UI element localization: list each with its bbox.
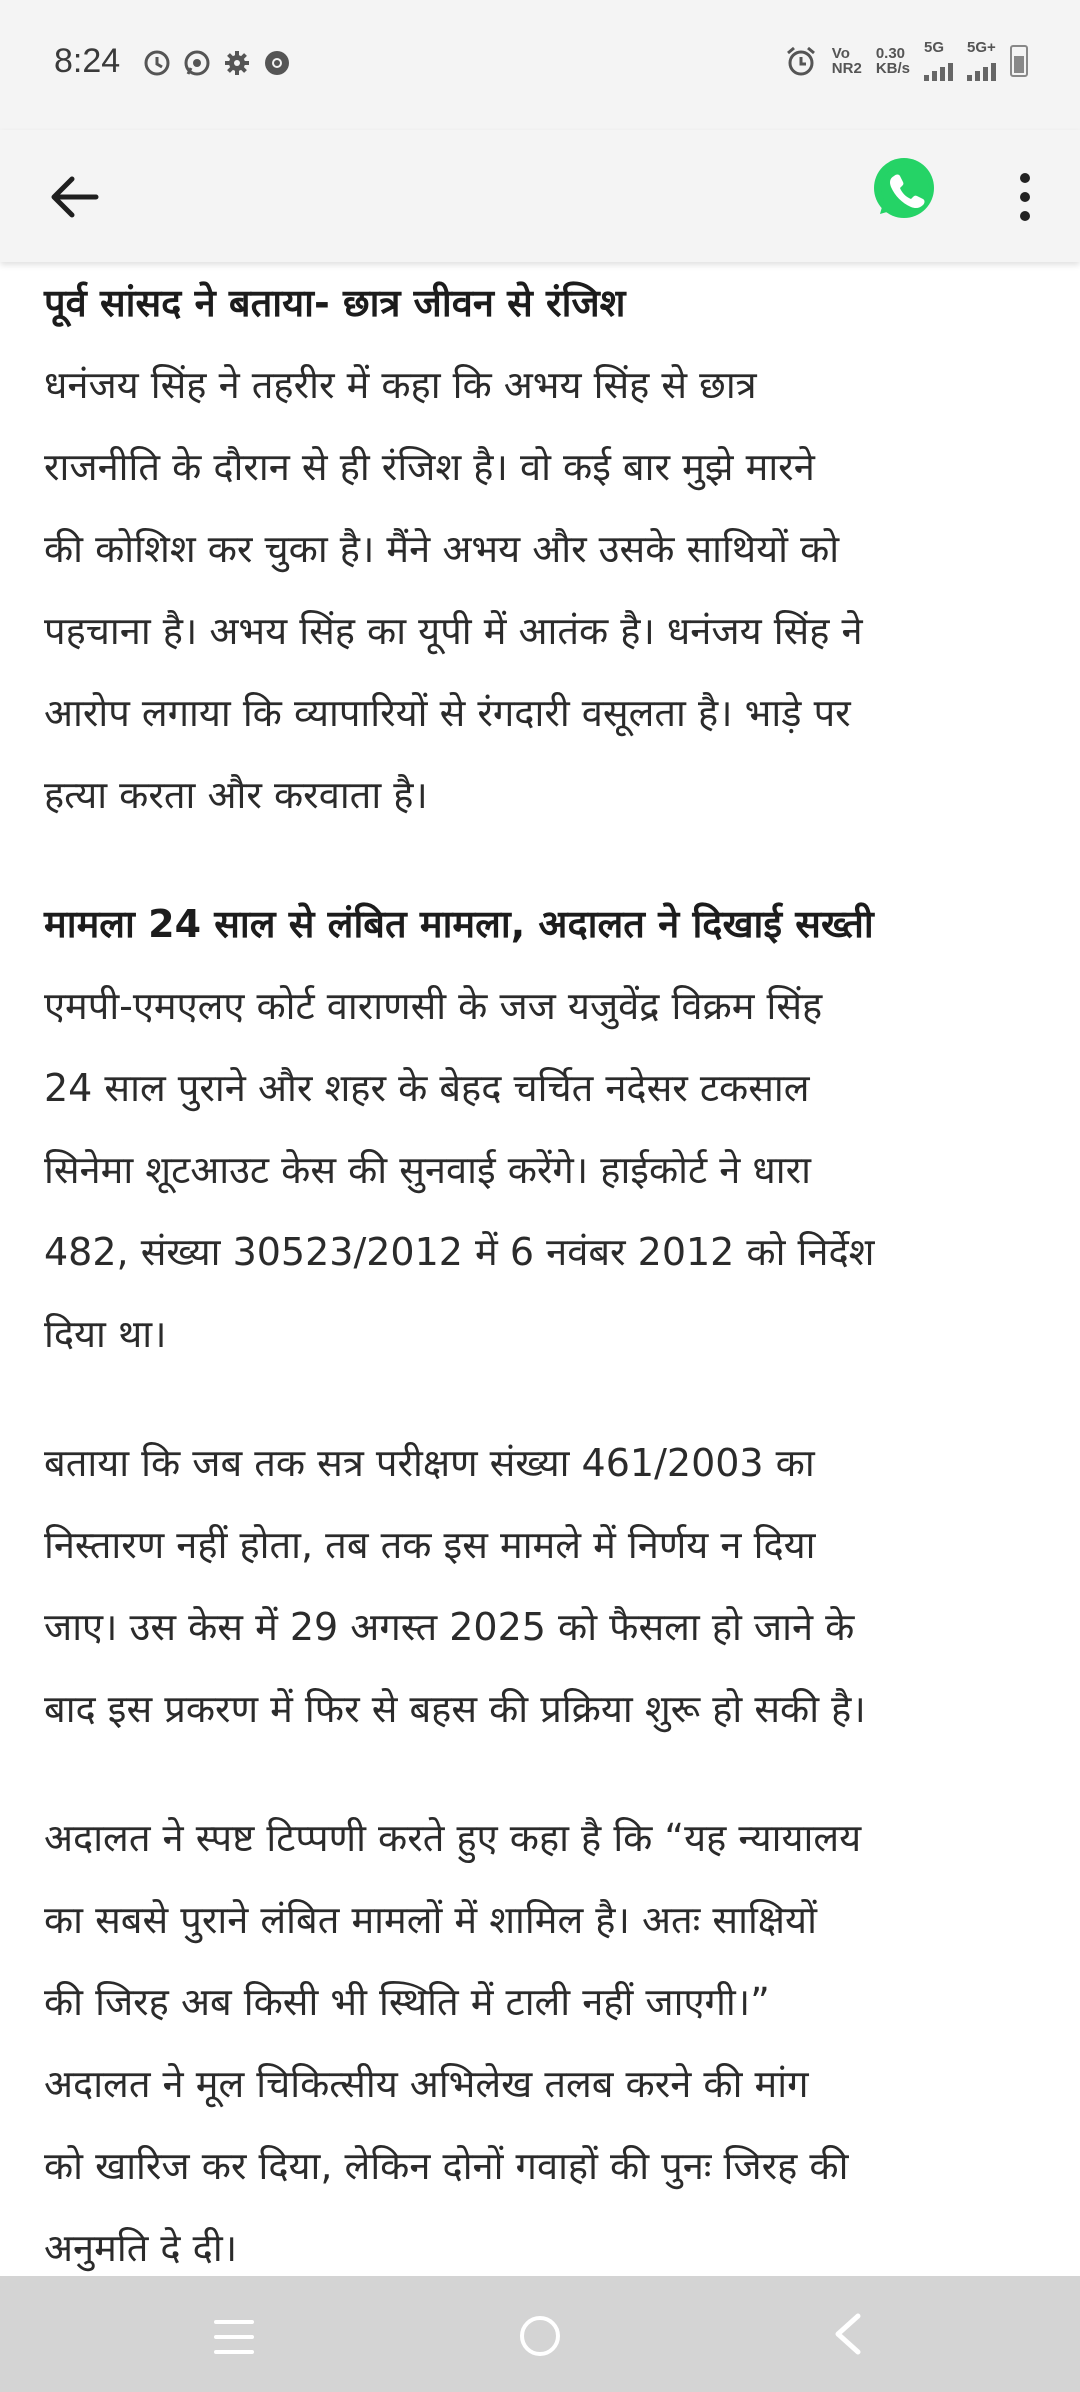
status-bar <box>0 0 1080 130</box>
battery-icon <box>1010 45 1028 77</box>
paragraph-3 <box>44 1422 1044 1750</box>
more-options-button[interactable] <box>1000 162 1050 232</box>
paragraph-1 <box>44 344 1044 836</box>
text-line: आरोप लगाया कि व्यापारियों से रंगदारी वसूलता है। भाड़े पर <box>44 691 851 735</box>
text-line: अदालत ने स्पष्ट टिप्पणी करते हुए कहा है कि “यह न्यायालय <box>44 1816 862 1860</box>
text-line: अदालत ने मूल चिकित्सीय अभिलेख तलब करने की मांग <box>44 2062 809 2106</box>
net2-label: 5G+ <box>967 39 996 56</box>
text-line: की जिरह अब किसी भी स्थिति में टाली नहीं जाएगी।” <box>44 1980 770 2024</box>
chrome-icon <box>262 48 292 78</box>
home-icon[interactable] <box>520 2316 560 2356</box>
vo-label: Vo <box>831 44 850 62</box>
text-line: धनंजय सिंह ने तहरीर में कहा कि अभय सिंह से छात्र <box>44 363 757 407</box>
text-line: बाद इस प्रकरण में फिर से बहस की प्रक्रिया शुरू हो सकी है। <box>44 1687 866 1731</box>
back-icon[interactable] <box>828 2312 868 2356</box>
spacer <box>44 1750 1044 1797</box>
text-line: बताया कि जब तक सत्र परीक्षण संख्या 461/2003 का <box>44 1441 815 1485</box>
text-line: अनुमति दे दी। <box>44 2226 238 2270</box>
text-line: एमपी-एमएलए कोर्ट वाराणसी के जज यजुवेंद्र विक्रम सिंह <box>44 984 823 1028</box>
signal-bars-1-icon <box>924 55 953 81</box>
notification-icons <box>142 48 292 78</box>
gear-icon <box>222 48 252 78</box>
more-vert-dot <box>1020 211 1030 221</box>
network-1 <box>924 40 953 81</box>
more-vert-icon <box>1020 173 1030 183</box>
article-body <box>44 262 1044 2289</box>
text-line: निस्तारण नहीं होता, तब तक इस मामले में निर्णय न दिया <box>44 1523 816 1567</box>
sync-icon <box>142 48 172 78</box>
paragraph-2 <box>44 965 1044 1375</box>
back-button[interactable] <box>40 162 110 232</box>
status-time: 8:24 <box>54 42 121 80</box>
article-heading-2: मामला 24 साल से लंबित मामला, अदालत ने दिखाई सख्ती <box>44 902 874 946</box>
text-line: पहचाना है। अभय सिंह का यूपी में आतंक है। धनंजय सिंह ने <box>44 609 863 653</box>
paragraph-4 <box>44 1797 1044 2289</box>
system-nav-bar <box>0 2276 1080 2392</box>
whatsapp-share-icon <box>872 156 936 220</box>
text-line: हत्या करता और करवाता है। <box>44 773 428 817</box>
text-line: 24 साल पुराने और शहर के बेहद चर्चित नदेसर टकसाल <box>44 1066 810 1110</box>
spacer <box>44 836 1044 883</box>
signal-bars-2-icon <box>967 55 996 81</box>
system-status <box>784 40 1028 81</box>
speed-unit: KB/s <box>875 59 910 77</box>
text-line: का सबसे पुराने लंबित मामलों में शामिल है। अतः साक्षियों <box>44 1898 817 1942</box>
text-line: को खारिज कर दिया, लेकिन दोनों गवाहों की पुनः जिरह की <box>44 2144 849 2188</box>
whatsapp-share-button[interactable] <box>872 156 936 220</box>
text-line: दिया था। <box>44 1312 167 1356</box>
nr-label: NR2 <box>831 59 862 77</box>
recent-apps-icon[interactable] <box>214 2320 254 2354</box>
volte-indicator <box>832 46 862 76</box>
whatsapp-icon <box>182 48 212 78</box>
net1-label: 5G <box>924 39 945 56</box>
text-line: सिनेमा शूटआउट केस की सुनवाई करेंगे। हाईकोर्ट ने धारा <box>44 1148 811 1192</box>
text-line: 482, संख्या 30523/2012 में 6 नवंबर 2012 को निर्देश <box>44 1230 875 1274</box>
back-arrow-icon <box>50 175 100 219</box>
alarm-icon <box>784 44 818 78</box>
network-2 <box>967 40 996 81</box>
article-heading-1: पूर्व सांसद ने बताया- छात्र जीवन से रंजिश <box>44 281 626 325</box>
spacer <box>44 1375 1044 1422</box>
text-line: की कोशिश कर चुका है। मैंने अभय और उसके साथियों को <box>44 527 840 571</box>
speed-indicator <box>876 46 910 76</box>
text-line: जाए। उस केस में 29 अगस्त 2025 को फैसला हो जाने के <box>44 1605 855 1649</box>
more-vert-dot <box>1020 192 1030 202</box>
text-line: राजनीति के दौरान से ही रंजिश है। वो कई बार मुझे मारने <box>44 445 815 489</box>
speed-value: 0.30 <box>875 44 906 62</box>
